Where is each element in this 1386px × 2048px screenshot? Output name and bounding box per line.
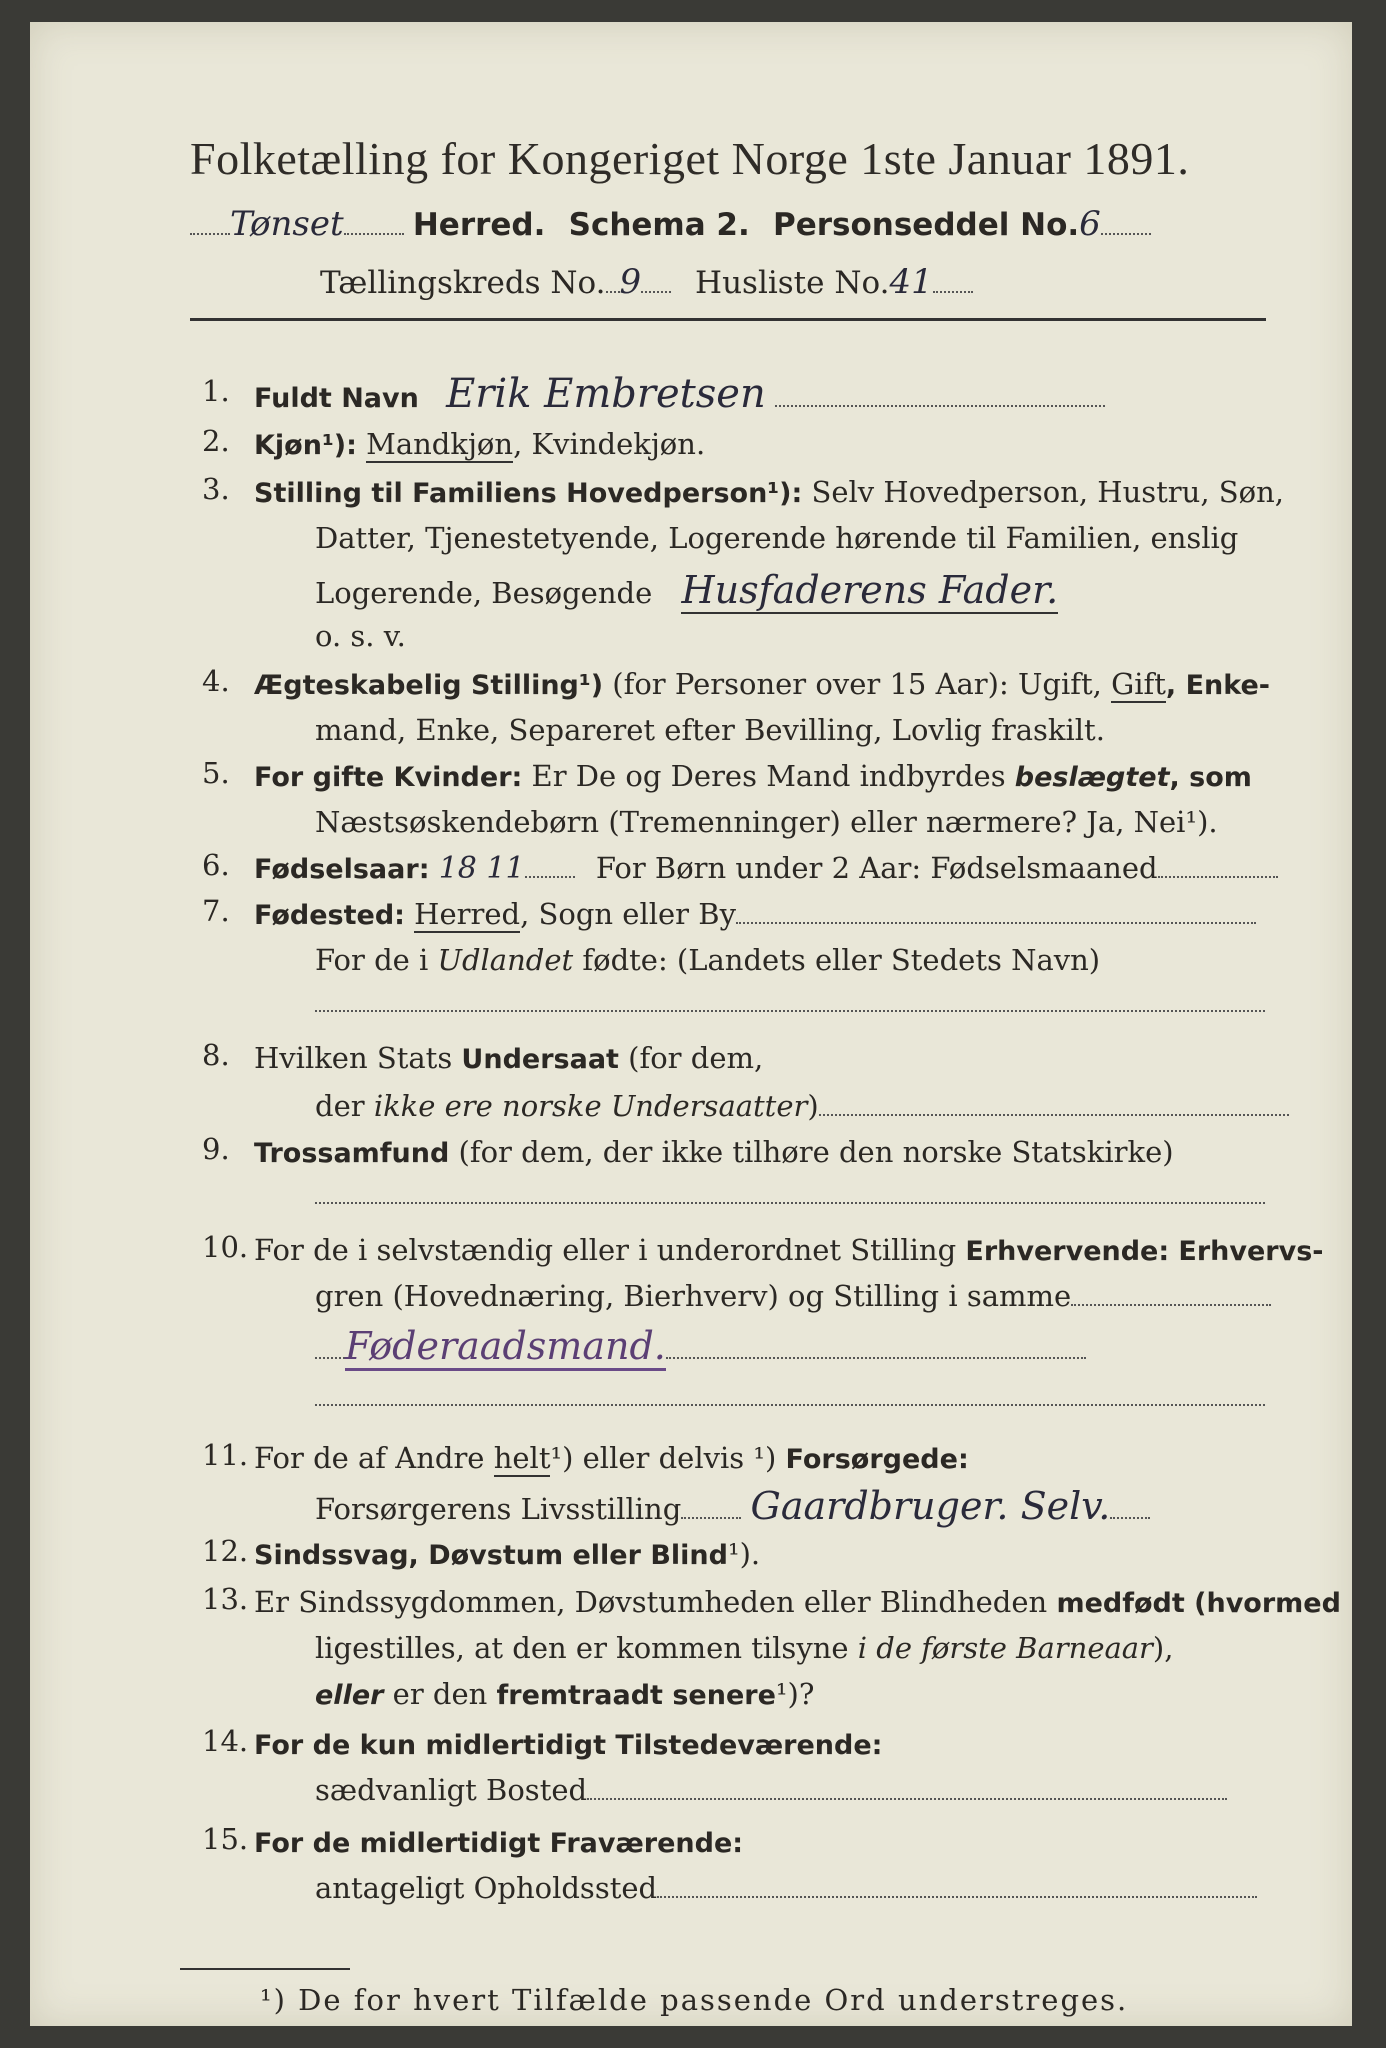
q9-number: 9. — [202, 1132, 230, 1166]
q14-row-2: sædvanligt Bosted — [315, 1770, 1227, 1810]
q13-row-2: ligestilles, at den er kommen tilsyne i de første Barneaar), — [315, 1631, 1174, 1665]
personseddel-label: Personseddel No. — [773, 207, 1080, 243]
q7-row-1: Fødested: Herred, Sogn eller By — [254, 894, 1256, 936]
q7-number: 7. — [202, 894, 230, 928]
q3-number: 3. — [202, 472, 230, 506]
q15-number: 15. — [202, 1822, 249, 1856]
q13-number: 13. — [202, 1582, 249, 1616]
q11-row-1: For de af Andre helt¹) eller delvis ¹) Forsørgede: — [254, 1441, 969, 1475]
q9-row: Trossamfund (for dem, der ikke tilhøre den norske Statskirke) — [254, 1135, 1174, 1169]
kreds-value: 9 — [619, 262, 642, 302]
q2-option-male: Mandkjøn — [366, 427, 514, 461]
kreds-label: Tællingskreds No. — [320, 265, 606, 301]
q4-option-gift: Gift — [1111, 667, 1166, 701]
q3-row-3: Logerende, Besøgende Husfaderens Fader. — [315, 568, 1059, 612]
footnote: ¹) De for hvert Tilfælde passende Ord understreges. — [260, 1983, 1129, 2017]
q3-row-1: Stilling til Familiens Hovedperson¹): Selv Hovedperson, Hustru, Søn, — [254, 475, 1285, 509]
q8-row-2: der ikke ere norske Undersaatter) — [315, 1086, 1289, 1126]
header-divider — [190, 318, 1266, 321]
q6-label: Fødselsaar: — [254, 854, 430, 885]
q3-value: Husfaderens Fader. — [681, 568, 1059, 612]
q7-option-herred: Herred — [414, 897, 521, 931]
q4-number: 4. — [202, 664, 230, 698]
q12-number: 12. — [202, 1534, 249, 1568]
husliste-value: 41 — [889, 262, 933, 302]
q10-row-blank — [315, 1376, 1265, 1416]
q10-number: 10. — [202, 1230, 249, 1264]
q7-label: Fødested: — [254, 900, 405, 931]
q15-row-2: antageligt Opholdssted — [315, 1868, 1257, 1908]
q14-number: 14. — [202, 1724, 249, 1758]
q12-row: Sindssvag, Døvstum eller Blind¹). — [254, 1537, 761, 1571]
q7-row-3-blank — [315, 982, 1265, 1022]
q15-row-1 — [254, 1822, 743, 1864]
q8-number: 8. — [202, 1038, 230, 1072]
q1-row — [254, 371, 1105, 419]
q6-value: 18 11 — [438, 851, 525, 886]
q2-option-female: Kvindekjøn. — [531, 427, 706, 461]
q11-row-2: Forsørgerens Livsstilling Gaardbruger. Selv. — [315, 1486, 1150, 1529]
q5-row-2: Næstsøskendebørn (Tremenninger) eller nærmere? Ja, Nei¹). — [315, 805, 1218, 839]
herred-line — [190, 204, 1151, 245]
q6-row: Fødselsaar: 18 11 For Børn under 2 Aar: Fødselsmaaned — [254, 848, 1278, 890]
q11-value: Gaardbruger. Selv. — [750, 1484, 1111, 1528]
q14-label: For de kun midlertidigt Tilstedeværende: — [254, 1730, 883, 1761]
q10-row-1: For de i selvstændig eller i underordnet Stilling Erhvervende: Erhvervs- — [254, 1233, 1324, 1267]
q2-row: Kjøn¹): Mandkjøn, Kvindekjøn. — [254, 427, 706, 461]
q3-row-4: o. s. v. — [315, 619, 406, 653]
q9-row-blank — [315, 1174, 1265, 1214]
q1-label: Fuldt Navn — [254, 383, 419, 414]
q6-number: 6. — [202, 848, 230, 882]
q2-label: Kjøn¹): — [254, 430, 357, 461]
q8-row-1: Hvilken Stats Undersaat (for dem, — [254, 1041, 764, 1075]
q1-number: 1. — [202, 374, 230, 408]
q4-label: Ægteskabelig Stilling¹) — [254, 670, 604, 701]
q3-row-2: Datter, Tjenestetyende, Logerende hørende til Familien, enslig — [315, 521, 1239, 555]
kreds-line — [320, 262, 973, 303]
q13-row-3: eller er den fremtraadt senere¹)? — [315, 1677, 815, 1711]
q5-row-1: For gifte Kvinder: Er De og Deres Mand indbyrdes beslægtet, som — [254, 759, 1252, 793]
q3-label: Stilling til Familiens Hovedperson¹): — [254, 478, 803, 509]
footnote-divider — [180, 1968, 350, 1970]
schema-label: Schema 2. — [568, 207, 750, 243]
husliste-label: Husliste No. — [695, 265, 890, 301]
herred-label: Herred. — [412, 207, 546, 243]
q10-value: Føderaadsmand. — [345, 1324, 666, 1371]
q11-number: 11. — [202, 1438, 249, 1472]
form-title: Folketælling for Kongeriget Norge 1ste Januar 1891. — [190, 133, 1190, 184]
q10-row-3 — [315, 1326, 1086, 1369]
q5-number: 5. — [202, 756, 230, 790]
q12-label: Sindssvag, Døvstum eller Blind — [254, 1540, 728, 1571]
census-form-sheet — [30, 22, 1352, 2026]
herred-value: Tønset — [230, 204, 344, 244]
q9-label: Trossamfund — [254, 1138, 450, 1169]
q1-value: Erik Embretsen — [446, 371, 766, 417]
q10-row-2: gren (Hovednæring, Bierhverv) og Stilling i samme — [315, 1276, 1271, 1316]
q7-row-2: For de i Udlandet fødte: (Landets eller Stedets Navn) — [315, 943, 1101, 977]
q14-row-1 — [254, 1724, 882, 1766]
q15-label: For de midlertidigt Fraværende: — [254, 1828, 744, 1859]
q4-row-1: Ægteskabelig Stilling¹) (for Personer over 15 Aar): Ugift, Gift, Enke- — [254, 667, 1270, 701]
q13-row-1: Er Sindssygdommen, Døvstumheden eller Blindheden medfødt (hvormed — [254, 1585, 1341, 1619]
personseddel-value: 6 — [1079, 204, 1101, 244]
q4-row-2: mand, Enke, Separeret efter Bevilling, Lovlig fraskilt. — [315, 713, 1105, 747]
q2-number: 2. — [202, 424, 230, 458]
q5-label: For gifte Kvinder: — [254, 762, 523, 793]
